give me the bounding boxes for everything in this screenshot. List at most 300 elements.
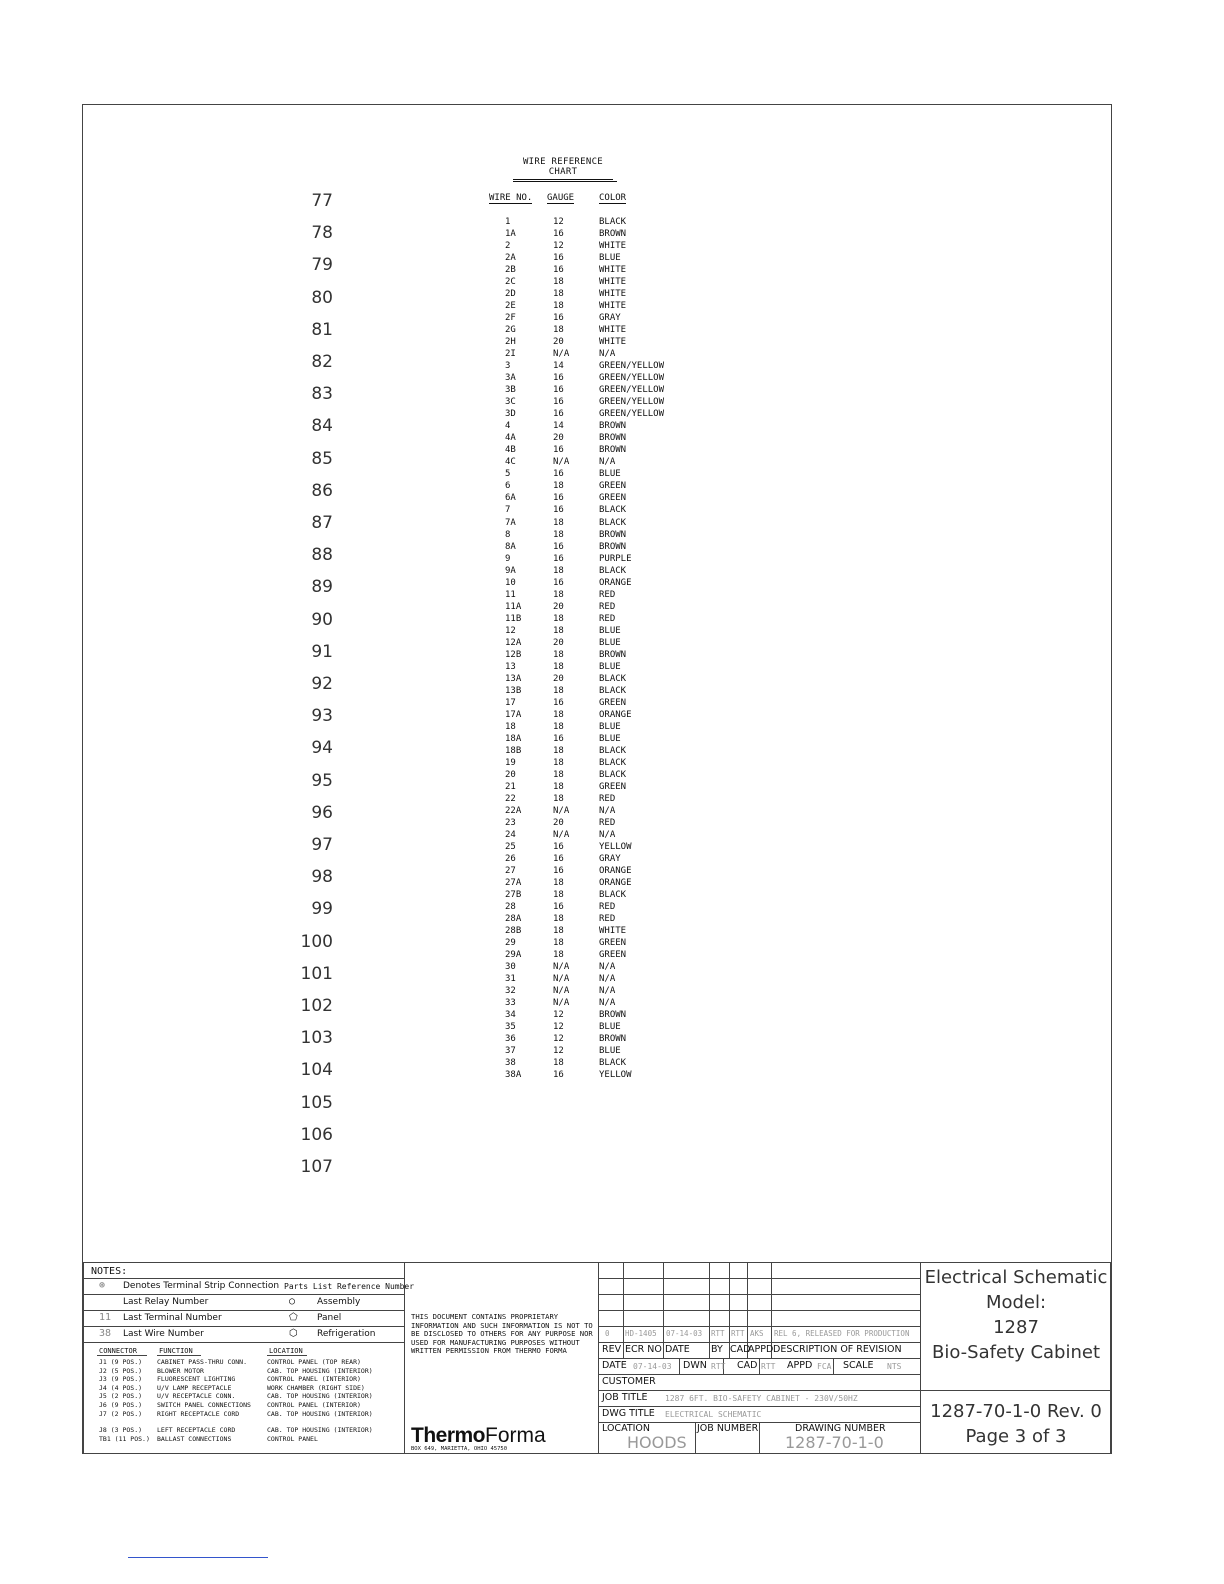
wire-color: N/A	[599, 805, 616, 816]
revision-header: REV	[602, 1344, 622, 1355]
wire-color: BROWN	[599, 445, 627, 456]
wire-color: N/A	[599, 349, 616, 360]
wire-number: 11B	[505, 613, 522, 624]
connector-id: TB1 (11 POS.)	[99, 1434, 150, 1443]
revision-header: APPD	[748, 1344, 774, 1355]
wire-gauge: 18	[553, 890, 564, 901]
connector-location: CONTROL PANEL (INTERIOR)	[267, 1375, 361, 1384]
wire-color: WHITE	[599, 337, 627, 348]
wire-gauge: 18	[553, 950, 564, 961]
connector-id: J1 (9 POS.)	[99, 1358, 143, 1366]
wire-gauge: 18	[553, 878, 564, 889]
wire-gauge: 16	[553, 505, 564, 516]
wire-number: 12	[505, 625, 516, 636]
revision-cell: 0	[605, 1329, 610, 1338]
wire-color: RED	[599, 902, 616, 913]
row-number: 96	[311, 802, 333, 823]
row-number: 95	[311, 770, 333, 791]
wire-number: 34	[505, 1010, 516, 1021]
revision-header: BY	[711, 1344, 723, 1355]
wire-color: BROWN	[599, 649, 627, 660]
row-number: 90	[311, 609, 333, 630]
parts-ref-header: Parts List Reference Number	[284, 1282, 415, 1291]
wire-color: BROWN	[599, 229, 627, 240]
wire-gauge: 20	[553, 673, 564, 684]
row-number: 97	[311, 835, 333, 855]
wire-gauge: 18	[553, 613, 564, 624]
wire-number: 5	[505, 469, 511, 480]
wire-color: GREEN	[599, 938, 627, 949]
wire-number: 3D	[505, 409, 516, 420]
wire-number: 27A	[505, 878, 522, 889]
wire-gauge: 18	[553, 661, 564, 672]
wire-color: BLUE	[599, 469, 621, 480]
wire-number: 10	[505, 577, 516, 588]
drawing-number-label: DRAWING NUMBER	[795, 1423, 886, 1434]
wire-color: BROWN	[599, 541, 627, 552]
proprietary-line: WRITTEN PERMISSION FROM THERMO FORMA	[411, 1346, 567, 1356]
wire-gauge: 16	[553, 445, 564, 456]
wire-color: WHITE	[599, 289, 627, 300]
wire-color: BLACK	[599, 505, 627, 516]
header-color: COLOR	[599, 193, 627, 203]
connector-function: FLUORESCENT LIGHTING	[157, 1375, 236, 1384]
row-number: 101	[300, 963, 333, 984]
grid-line	[709, 1262, 710, 1358]
revision-header: ECR NO	[625, 1344, 662, 1355]
wire-color: GREEN/YELLOW	[599, 409, 665, 420]
row-number: 104	[300, 1060, 333, 1081]
wire-number: 11	[505, 589, 516, 600]
wire-color: GREEN	[599, 481, 627, 492]
wire-color: GRAY	[599, 854, 621, 865]
wire-gauge: 18	[553, 517, 564, 528]
row-number: 81	[311, 319, 333, 340]
grid-line	[599, 1278, 921, 1279]
wire-number: 13A	[505, 673, 522, 684]
wire-number: 20	[505, 769, 516, 780]
appd-label: APPD	[787, 1360, 813, 1371]
row-number: 79	[311, 255, 333, 276]
wire-color: BLACK	[599, 757, 627, 768]
connector-function: BALLAST CONNECTIONS	[157, 1434, 232, 1443]
cad-label: CAD	[737, 1360, 758, 1371]
wire-number: 31	[505, 974, 516, 985]
wire-number: 3B	[505, 385, 516, 396]
wire-gauge: 18	[553, 926, 564, 937]
wire-gauge: 12	[553, 1034, 564, 1045]
parts-text: Refrigeration	[317, 1329, 376, 1339]
wire-color: WHITE	[599, 926, 627, 937]
wire-number: 2A	[505, 253, 516, 264]
grid-line	[695, 1422, 696, 1454]
wire-number: 18B	[505, 745, 522, 756]
wire-color: BLUE	[599, 1046, 621, 1057]
connector-location: CAB. TOP HOUSING (INTERIOR)	[267, 1392, 373, 1401]
wire-color: ORANGE	[599, 709, 632, 720]
wire-color: WHITE	[599, 301, 627, 312]
wire-color: BROWN	[599, 529, 627, 540]
wire-color: RED	[599, 601, 616, 612]
wire-gauge: 16	[553, 866, 564, 877]
wire-gauge: 12	[553, 241, 564, 252]
row-number: 78	[311, 223, 333, 244]
dwg-title-label: DWG TITLE	[602, 1408, 655, 1419]
row-number: 84	[311, 416, 333, 437]
connector-id: J5 (2 POS.)	[99, 1392, 143, 1401]
revision-header: CAD	[730, 1344, 751, 1355]
wire-number: 9A	[505, 565, 516, 576]
conn-header-function: FUNCTION	[159, 1347, 193, 1355]
wire-color: N/A	[599, 457, 616, 468]
row-number: 83	[311, 384, 333, 405]
connector-location: CAB. TOP HOUSING (INTERIOR)	[267, 1366, 373, 1375]
conn-header-location: LOCATION	[269, 1347, 303, 1355]
wire-number: 25	[505, 842, 516, 853]
wire-number: 6A	[505, 493, 516, 504]
revision-header: DESCRIPTION OF REVISION	[773, 1344, 902, 1355]
wire-color: BLUE	[599, 625, 621, 636]
grid-line	[759, 1358, 760, 1374]
wire-number: 7A	[505, 517, 516, 528]
proprietary-line: BE DISCLOSED TO OTHERS FOR ANY PURPOSE NOR	[411, 1329, 593, 1339]
wire-gauge: 18	[553, 685, 564, 696]
parts-symbol: ⬠	[289, 1312, 298, 1323]
connector-location: CAB. TOP HOUSING (INTERIOR)	[267, 1426, 373, 1435]
row-number: 98	[311, 867, 333, 888]
wire-gauge: 18	[553, 481, 564, 492]
grid-line	[663, 1262, 664, 1358]
drawing-number-value: 1287-70-1-0	[785, 1433, 884, 1452]
wire-gauge: 18	[553, 709, 564, 720]
wire-color: BLUE	[599, 721, 621, 732]
wire-gauge: 12	[553, 1046, 564, 1057]
wire-color: BLUE	[599, 661, 621, 672]
wire-number: 11A	[505, 601, 522, 612]
grid-line	[623, 1262, 624, 1358]
wire-color: RED	[599, 818, 616, 828]
wire-gauge: 16	[553, 229, 564, 240]
row-number: 102	[300, 996, 333, 1016]
wire-gauge: N/A	[553, 805, 570, 816]
wire-gauge: 16	[553, 313, 564, 324]
wire-color: WHITE	[599, 325, 627, 336]
connector-id: J8 (3 POS.)	[99, 1426, 143, 1435]
wire-number: 2C	[505, 277, 516, 288]
parts-text: Panel	[317, 1313, 342, 1323]
grid-line	[599, 1374, 921, 1375]
revision-cell: AKS	[750, 1329, 764, 1338]
date-value: 07-14-03	[633, 1362, 672, 1371]
revision-cell: REL 6, RELEASED FOR PRODUCTION	[774, 1329, 910, 1338]
parts-symbol: ○	[289, 1296, 296, 1307]
wire-number: 2	[505, 241, 511, 252]
wire-gauge: N/A	[553, 974, 570, 985]
connector-id: J6 (9 POS.)	[99, 1401, 143, 1409]
parts-symbol: ⬡	[289, 1328, 298, 1339]
wire-number: 2H	[505, 337, 516, 348]
wire-number: 2G	[505, 325, 516, 336]
wire-number: 24	[505, 830, 516, 841]
wire-color: BLUE	[599, 637, 621, 648]
wire-number: 29	[505, 938, 516, 949]
connector-id: J7 (2 POS.)	[99, 1409, 143, 1418]
wire-color: ORANGE	[599, 878, 632, 889]
title-line-1: Electrical Schematic	[924, 1267, 1108, 1288]
dwn-value: RTT	[711, 1362, 726, 1371]
wire-gauge: 16	[553, 373, 564, 384]
location-label: LOCATION	[602, 1423, 651, 1434]
wire-number: 29A	[505, 950, 522, 961]
wire-number: 2I	[505, 349, 516, 360]
wire-number: 30	[505, 962, 516, 973]
document-number: 1287-70-1-0 Rev. 0	[930, 1401, 1102, 1422]
wire-color: N/A	[599, 962, 616, 973]
wire-gauge: 16	[553, 854, 564, 865]
wire-gauge: 18	[553, 301, 564, 312]
wire-color: BROWN	[599, 1010, 627, 1021]
wire-gauge: 14	[553, 361, 564, 372]
job-title-value: 1287 6FT. BIO-SAFETY CABINET - 230V/50HZ	[665, 1394, 858, 1403]
grid-line	[599, 1294, 921, 1295]
wire-number: 28A	[505, 914, 522, 925]
row-number: 92	[311, 674, 333, 694]
wire-number: 13B	[505, 685, 522, 696]
legend-text: Last Relay Number	[123, 1297, 209, 1307]
wire-number: 33	[505, 998, 516, 1009]
wire-number: 27B	[505, 890, 522, 901]
proprietary-line: USED FOR MANUFACTURING PURPOSES WITHOUT	[411, 1337, 580, 1347]
wire-color: BLACK	[599, 769, 627, 780]
scale-label: SCALE	[843, 1360, 874, 1371]
row-number: 77	[311, 191, 333, 211]
wire-gauge: 16	[553, 265, 564, 276]
wire-color: N/A	[599, 974, 616, 985]
wire-number: 7	[505, 505, 511, 516]
date-label: DATE	[602, 1360, 627, 1371]
connector-function: RIGHT RECEPTACLE CORD	[157, 1409, 240, 1418]
wire-color: BLACK	[599, 565, 627, 576]
wire-gauge: 18	[553, 793, 564, 804]
title-line-3: 1287	[993, 1317, 1039, 1338]
wire-color: BLACK	[599, 1058, 627, 1069]
grid-line	[599, 1406, 921, 1407]
wire-gauge: 20	[553, 637, 564, 648]
wire-color: RED	[599, 793, 616, 804]
row-number: 100	[300, 931, 333, 952]
connector-location: CONTROL PANEL (INTERIOR)	[267, 1401, 361, 1409]
wire-color: BROWN	[599, 1034, 627, 1045]
wire-gauge: 16	[553, 541, 564, 552]
wire-number: 37	[505, 1046, 516, 1057]
wire-color: YELLOW	[599, 1070, 632, 1081]
dwn-label: DWN	[683, 1360, 707, 1371]
wire-gauge: 18	[553, 1058, 564, 1069]
connector-location: CONTROL PANEL (TOP REAR)	[267, 1358, 361, 1366]
legend-text: Last Terminal Number	[123, 1313, 222, 1323]
wire-gauge: N/A	[553, 962, 570, 973]
wire-gauge: 20	[553, 818, 564, 828]
wire-color: BROWN	[599, 433, 627, 444]
grid-line	[599, 1358, 921, 1359]
row-number: 107	[300, 1157, 333, 1177]
wire-color: BLACK	[599, 745, 627, 756]
wire-gauge: 14	[553, 421, 564, 432]
wire-color: BLACK	[599, 517, 627, 528]
wire-color: BLACK	[599, 673, 627, 684]
title-line-2: Model:	[985, 1292, 1047, 1313]
grid-line	[679, 1358, 680, 1374]
wire-gauge: 18	[553, 914, 564, 925]
wire-gauge: 16	[553, 469, 564, 480]
wire-number: 22	[505, 793, 516, 804]
wire-color: GREEN	[599, 697, 627, 708]
wire-number: 18A	[505, 733, 522, 744]
wire-color: PURPLE	[599, 553, 632, 564]
wire-gauge: 16	[553, 253, 564, 264]
wire-number: 8	[505, 529, 511, 540]
wire-color: WHITE	[599, 277, 627, 288]
wire-color: ORANGE	[599, 577, 632, 588]
wire-color: BLACK	[599, 685, 627, 696]
wire-number: 2D	[505, 289, 516, 300]
wire-number: 22A	[505, 805, 522, 816]
wire-color: GREEN/YELLOW	[599, 361, 665, 372]
connector-id: J2 (5 POS.)	[99, 1366, 143, 1375]
row-number: 99	[311, 899, 333, 920]
wire-number: 38	[505, 1058, 516, 1069]
wire-gauge: 20	[553, 601, 564, 612]
wire-gauge: 18	[553, 649, 564, 660]
wire-gauge: N/A	[553, 986, 570, 997]
wire-color: N/A	[599, 830, 616, 841]
connector-function: U/V RECEPTACLE CONN.	[157, 1392, 236, 1401]
appd-value: FCA	[817, 1362, 832, 1371]
scale-value: NTS	[887, 1362, 902, 1371]
row-number: 106	[300, 1124, 333, 1145]
wire-gauge: 16	[553, 577, 564, 588]
drawing-sheet	[82, 104, 1112, 1454]
wire-number: 3	[505, 361, 511, 372]
wire-gauge: 18	[553, 325, 564, 336]
wire-gauge: 18	[553, 745, 564, 756]
cad-value: RTT	[761, 1362, 776, 1371]
row-number: 103	[300, 1028, 333, 1049]
grid-line	[759, 1422, 760, 1454]
wire-number: 32	[505, 986, 516, 997]
connector-location: CONTROL PANEL	[267, 1434, 318, 1443]
wire-number: 28B	[505, 926, 522, 937]
wire-number: 38A	[505, 1070, 522, 1081]
wire-color: GREEN/YELLOW	[599, 373, 665, 384]
wire-gauge: N/A	[553, 998, 570, 1009]
grid-line	[599, 1342, 921, 1343]
grid-line	[599, 1326, 921, 1327]
wire-gauge: 16	[553, 1070, 564, 1081]
row-number: 94	[311, 738, 333, 759]
proprietary-line: INFORMATION AND SUCH INFORMATION IS NOT TO	[411, 1320, 593, 1330]
wire-gauge: 18	[553, 721, 564, 732]
revision-cell: HD-1405	[625, 1329, 657, 1338]
wire-color: YELLOW	[599, 842, 632, 853]
wire-number: 19	[505, 757, 516, 768]
wire-gauge: 12	[553, 1022, 564, 1033]
wire-gauge: 18	[553, 769, 564, 780]
row-number: 82	[311, 352, 333, 372]
wire-gauge: 16	[553, 697, 564, 708]
wire-number: 27	[505, 866, 516, 877]
wire-number: 2B	[505, 265, 516, 276]
wire-color: WHITE	[599, 241, 627, 252]
grid-line	[599, 1390, 921, 1391]
wire-number: 9	[505, 553, 511, 564]
connector-function: SWITCH PANEL CONNECTIONS	[157, 1401, 251, 1409]
wire-color: BLUE	[599, 253, 621, 264]
wire-number: 2E	[505, 301, 516, 312]
wire-number: 28	[505, 902, 516, 913]
job-number-label: JOB NUMBER	[697, 1423, 759, 1434]
revision-cell: 07-14-03	[666, 1329, 703, 1338]
wire-color: GREEN/YELLOW	[599, 397, 665, 408]
thermo-forma-logo: ThermoForma	[411, 1424, 546, 1447]
wire-gauge: 12	[553, 1010, 564, 1021]
conn-header-connector: CONNECTOR	[99, 1347, 137, 1355]
proprietary-line: THIS DOCUMENT CONTAINS PROPRIETARY	[411, 1312, 559, 1321]
wire-number: 8A	[505, 541, 516, 552]
wire-number: 23	[505, 818, 516, 828]
wire-color: BLACK	[599, 890, 627, 901]
wire-number: 3A	[505, 373, 516, 384]
legend-symbol: 11	[99, 1312, 112, 1323]
connector-function: BLOWER MOTOR	[157, 1366, 204, 1375]
wire-gauge: 16	[553, 385, 564, 396]
wire-gauge: 20	[553, 337, 564, 348]
wire-color: N/A	[599, 998, 616, 1009]
row-number: 85	[311, 448, 333, 469]
row-number: 89	[311, 577, 333, 598]
wire-gauge: 16	[553, 902, 564, 913]
row-number: 105	[300, 1092, 333, 1113]
row-number: 88	[311, 545, 333, 566]
wire-number: 18	[505, 721, 516, 732]
wire-gauge: 18	[553, 781, 564, 792]
wire-gauge: N/A	[553, 349, 570, 360]
wire-color: BLUE	[599, 1022, 621, 1033]
wire-chart-title: WIRE REFERENCE CHART	[513, 157, 613, 182]
wire-gauge: 16	[553, 733, 564, 744]
wire-gauge: 18	[553, 289, 564, 300]
wire-number: 35	[505, 1022, 516, 1033]
connector-function: U/V LAMP RECEPTACLE	[157, 1383, 232, 1392]
legend-symbol: ⊛	[99, 1280, 106, 1291]
wire-number: 3C	[505, 397, 516, 408]
row-number: 87	[311, 513, 333, 533]
wire-gauge: 18	[553, 757, 564, 768]
title-line-4: Bio-Safety Cabinet	[931, 1342, 1101, 1363]
wire-gauge: 18	[553, 529, 564, 540]
legend-text: Denotes Terminal Strip Connection	[123, 1281, 280, 1291]
customer-label: CUSTOMER	[602, 1376, 656, 1387]
row-number: 86	[311, 480, 333, 501]
wire-color: GREEN/YELLOW	[599, 385, 665, 396]
revision-cell: RTT	[711, 1329, 725, 1338]
connector-location: CAB. TOP HOUSING (INTERIOR)	[267, 1409, 373, 1418]
revision-header: DATE	[665, 1344, 690, 1355]
header-wire-no: WIRE NO.	[489, 193, 533, 203]
wire-number: 36	[505, 1034, 516, 1045]
wire-color: GREEN	[599, 781, 627, 792]
legend-text: Last Wire Number	[123, 1329, 204, 1339]
